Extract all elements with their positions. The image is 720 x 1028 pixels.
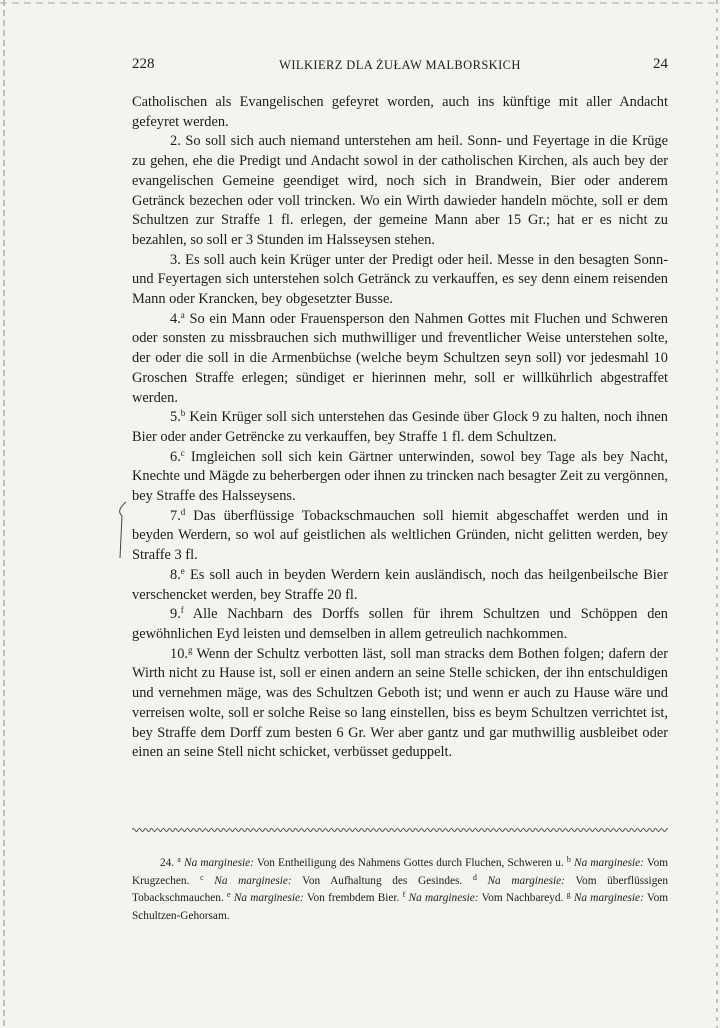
paragraph-text: Imgleichen soll sich kein Gärtner unterwinden, sowol bey Tage als bey Nacht, Knechte und Mägde zu beherbergen oder ihnen zu trincken nach besagter Zeit zu vergönnen, bey Straffe des Halsseysens. — [132, 448, 668, 505]
footnote-text: Von Entheiligung des Nahmens Gottes durch Fluchen, Schweren u. — [256, 857, 564, 869]
footnote-text: Vom überflüssigen Tobackschmauchen. — [132, 874, 669, 905]
footnote-marker: d — [180, 506, 186, 517]
footnote-marker: c — [180, 447, 185, 458]
footnote-doc-ref: 24. — [160, 857, 175, 869]
body-text — [132, 93, 668, 763]
footnote-letter: d — [472, 872, 477, 882]
paragraph-text: Es soll auch in beyden Werdern kein ausländisch, noch das heilgenbeilsche Bier verschencket werden, bey Straffe 20 fl. — [132, 566, 668, 603]
footnote-text: Vom Nachbareyd. — [481, 892, 564, 905]
article-number: 5. — [170, 409, 181, 426]
footnotes — [132, 855, 668, 925]
paragraph-text: Alle Nachbarn des Dorffs sollen für ihrem Schultzen und Schöppen den gewöhnlichen Eyd leisten und demselben in allem getreulich nachkommen. — [132, 606, 668, 642]
footnote-item — [227, 892, 399, 904]
footnote-marker: f — [180, 605, 184, 616]
paragraph-text: Das überflüssige Tobackschmauchen soll hiemit abgeschaffet werden und in beyden Werdern, so wol auf geistlichen als weltlichen Gründen, nicht gelitten werden, bey Straffe 3 fl. — [132, 507, 668, 564]
body-paragraph — [132, 310, 668, 409]
paragraph-text: 2. So soll sich auch niemand unterstehen am heil. Sonn- und Feyertage in die Krüge zu gehen, ehe die Predigt und Andacht sowol in der catholischen Kirchen, als auch bey der evangelischen Gemeine geendiget wird, noch sich in Brandwein, Bier oder anderem Getränck bezechen oder voll trincken. Wo ein Wirth dawieder handeln möchte, soll er dem Schultzen zur Straffe 1 fl. erlegen, der gemeine Mann aber 15 Gr.; hat er es nicht zu bezahlen, so soll er 3 Stunden im Halsseysen stehen. — [132, 133, 668, 248]
scan-edge-top — [0, 2, 720, 4]
footnote-letter: b — [566, 855, 571, 864]
footnote-letter: c — [200, 872, 204, 882]
footnote-label: Na marginesie: — [408, 892, 479, 905]
footnote-label: Na marginesie: — [573, 892, 644, 905]
footnote-item — [200, 872, 463, 887]
footnote-letter: g — [566, 890, 571, 900]
document-number: 24 — [653, 56, 668, 72]
paragraph-text: 3. Es soll auch kein Krüger unter der Predigt oder heil. Messe in den besagten Sonn- und Feyertagen sich unterstehen solch Getränck zu verkauffen, es sey denn einem reisenden Mann oder Krancken, bey obgesetzter Busse. — [132, 251, 668, 308]
footnote-text: Vom Krugzechen. — [132, 857, 669, 887]
body-paragraph — [132, 605, 668, 644]
footnote-marker: e — [180, 565, 185, 576]
paragraph-text: So ein Mann oder Frauensperson den Nahmen Gottes mit Fluchen und Schweren oder sonsten zu missbrauchen sich muthwilliger und freventlicher Weise unterstehen solte, der oder die soll in die Armenbüchse (welche beym Schultzen seyn soll) vor jedesmahl 10 Groschen Straffe erlegen; sündiget er hierinnen mehr, soll er willkührlich abgestraffet werden. — [132, 310, 668, 406]
footnote-label: Na marginesie: — [184, 857, 254, 869]
paragraph-text: Catholischen als Evangelischen gefeyret worden, auch ins künftige mit aller Andacht gefeyret werden. — [132, 94, 668, 130]
footnote-marker: b — [180, 408, 186, 419]
footnote-text: Von Aufhaltung des Gesindes. — [302, 874, 463, 887]
footnote-item — [177, 857, 563, 869]
footnote-marker: a — [180, 309, 185, 320]
footnote-marker: g — [188, 644, 193, 655]
footnote-label: Na marginesie: — [233, 892, 304, 905]
body-paragraph — [132, 93, 668, 132]
body-paragraph — [132, 251, 668, 310]
article-number: 6. — [170, 448, 181, 465]
footnote-label: Na marginesie: — [574, 857, 644, 869]
wavy-divider — [132, 826, 668, 834]
body-paragraph — [132, 507, 668, 566]
running-head — [132, 56, 668, 78]
paragraph-text: Wenn der Schultz verbotten läst, soll man stracks dem Bothen folgen; dafern der Wirth nicht zu Hause ist, soll er einen andern an seine Stelle schicken, der ihn entschuldigen und vernehmen mäge, was des Schultzen Geboth ist; und wenn er auch zu Hause wäre und verreisen wolte, soll er solche Reise so lang einstellen, biss es beym Schultzen verrichtet ist, bey Straffe dem Dorff zum besten 6 Gr. Wer aber gantz und gar muthwillig ausbleibet oder einen an seine Stell nicht schicket, verbüsset geduppelt. — [132, 645, 668, 761]
article-number: 9. — [170, 606, 181, 623]
scan-edge-right — [716, 0, 718, 1028]
article-number: 10. — [170, 645, 188, 662]
body-paragraph — [132, 448, 668, 507]
page-number: 228 — [132, 56, 155, 72]
footnote-text: Von frembdem Bier. — [306, 892, 400, 905]
footnote-label: Na marginesie: — [214, 874, 292, 887]
article-number: 8. — [170, 566, 181, 583]
body-paragraph — [132, 132, 668, 250]
footnote-label: Na marginesie: — [487, 874, 565, 887]
body-paragraph — [132, 645, 668, 763]
article-number: 7. — [170, 507, 181, 524]
paragraph-text: Kein Krüger soll sich unterstehen das Gesinde über Glock 9 zu halten, noch ihnen Bier oder ander Getrёncke zu verkauffen, bey Straffe 1 fl. dem Schultzen. — [132, 409, 668, 445]
footnote-item — [403, 892, 564, 904]
footnote-letter: e — [227, 890, 231, 900]
scan-edge-left — [3, 0, 5, 1028]
footnote-block — [132, 855, 668, 925]
footnote-text: Vom Schultzen-Gehorsam. — [132, 892, 669, 922]
footnote-letter: f — [402, 890, 406, 900]
running-title: WILKIERZ DLA ŻUŁAW MALBORSKICH — [279, 58, 521, 72]
article-number: 4. — [170, 310, 181, 327]
body-paragraph — [132, 566, 668, 605]
margin-bracket-mark — [113, 500, 129, 560]
footnote-letter: a — [177, 855, 181, 864]
body-paragraph — [132, 408, 668, 447]
